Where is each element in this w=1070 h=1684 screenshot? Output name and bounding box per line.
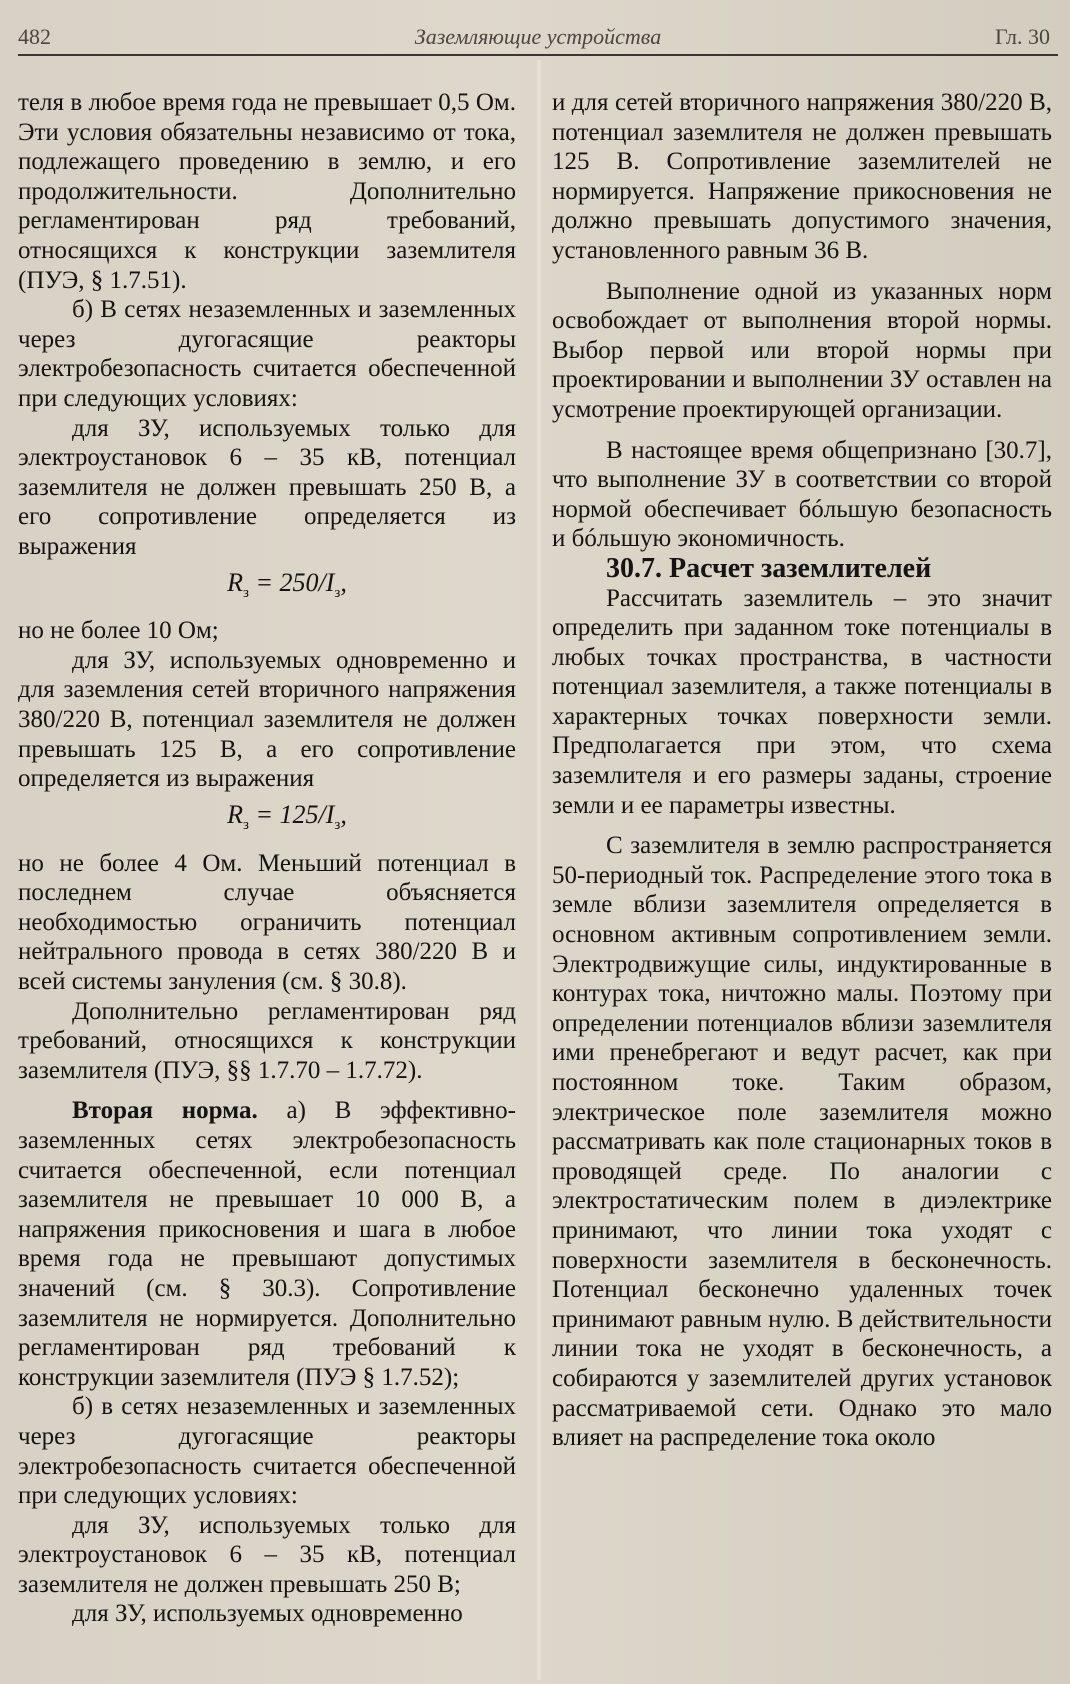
formula-subscript: з	[243, 584, 249, 601]
formula-subscript: з	[334, 817, 341, 834]
running-header	[18, 20, 1058, 56]
formula-subscript: з	[334, 584, 341, 601]
formula-punct: ,	[340, 799, 347, 829]
paragraph: С заземлителя в землю распространяется 50-периодный ток. Распределение этого тока в земле вблизи заземлителя определяется в основном активным сопротивлением земли. Электродвижущие силы, индуктированные в контурах тока, ничтожно малы. Поэтому при определении потенциалов вблизи заземлителя ими пренебрегают и ведут расчет, как при постоянном токе. Таким образом, электрическое поле заземлителя можно рассматривать как поле стационарных токов в проводящей среде. По аналогии с электростатическим полем в диэлектрике принимают, что линии тока уходят с поверхности заземлителя в бесконечность. Потенциал бесконечно удаленных точек принимают равным нулю. В действительности линии тока не уходят в бесконечность, а собираются у заземлителей других установок рассматриваемой сети. Однако это мало влияет на распределение тока около	[552, 832, 1052, 1452]
norm-heading: Вторая норма.	[72, 1097, 258, 1125]
paragraph: б) в сетях незаземленных и заземленных через дугогасящие реакторы электробезопасность считается обеспеченной при следующих условиях:	[18, 1393, 516, 1510]
paragraph: В настоящее время общепризнано [30.7], что выполнение ЗУ в соответствии со второй нормой обеспечивает бóльшую безопасность и бóльшую экономичность.	[552, 436, 1052, 553]
right-column	[552, 88, 1052, 1453]
paragraph: для ЗУ, используемых одновременно и для заземления сетей вторичного напряжения 380/220 В, потенциал заземлителя не должен превышать 125 В, а его сопротивление определяется из выражения	[18, 646, 516, 793]
formula	[18, 568, 516, 609]
page-number: 482	[18, 24, 51, 49]
formula-symbol: R	[227, 567, 244, 597]
paragraph: и для сетей вторичного напряжения 380/220 В, потенциал заземлителя не должен превышать 125 В. Сопротивление заземлителей не нормируется. Напряжение прикосновения не должно превышать допустимого значения, установленного равным 36 В.	[552, 89, 1052, 264]
paragraph-text: а) В эффективно-заземленных сетях электробезопасность считается обеспеченной, если потенциал заземлителя не превышает 10 000 В, а напряжения прикосновения и шага в любое время года не превышают допустимых значений (см. § 30.3). Сопротивление заземлителя не нормируется. Дополнительно регламентирован ряд требований к конструкции заземлителя (ПУЭ § 1.7.52);	[18, 1097, 516, 1391]
formula-symbol: R	[227, 799, 244, 829]
paragraph: Рассчитать заземлитель – это значит определить при заданном токе потенциалы в любых точках пространства, в частности потенциал заземлителя, а также потенциалы в характерных точках поверхности земли. Предполагается при этом, что схема заземлителя и его размеры заданы, строение земли и ее параметры известны.	[552, 584, 1052, 819]
paragraph	[18, 1096, 516, 1392]
left-column	[18, 88, 516, 1629]
paragraph: но не более 4 Ом. Меньший потенциал в последнем случае объясняется необходимостью ограничить потенциал нейтрального провода в сетях 380/220 В и всей системы зануления (см. § 30.8).	[18, 849, 516, 995]
page-fold	[536, 60, 542, 1680]
section-title: 30.7. Расчет заземлителей	[606, 552, 932, 584]
running-title: Заземляющие устройства	[414, 24, 662, 49]
paragraph: б) В сетях незаземленных и заземленных через дугогасящие реакторы электробезопасность считается обеспеченной при следующих условиях:	[18, 296, 516, 412]
paragraph: теля в любое время года не превышает 0,5 Ом. Эти условия обязательны независимо от тока, подлежащего проведению в землю, и его продолжительности. Дополнительно регламентирован ряд требований, относящихся к конструкции заземлителя (ПУЭ, § 1.7.51).	[18, 89, 516, 294]
formula-subscript: з	[243, 817, 249, 834]
formula-expression: = 125/I	[248, 799, 335, 829]
formula	[18, 800, 516, 841]
formula-expression: = 250/I	[248, 567, 335, 597]
chapter-label: Гл. 30	[994, 24, 1050, 49]
paragraph: но не более 10 Ом;	[18, 617, 219, 645]
paragraph: для ЗУ, используемых только для электроустановок 6 – 35 кВ, потенциал заземлителя не должен превышать 250 В, а его сопротивление определяется из выражения	[18, 414, 516, 560]
paragraph: для ЗУ, используемых одновременно	[72, 1600, 463, 1628]
paragraph: Выполнение одной из указанных норм освобождает от выполнения второй нормы. Выбор первой или второй нормы при проектировании и выполнении ЗУ оставлен на усмотрение проектирующей организации.	[552, 277, 1052, 423]
paragraph: для ЗУ, используемых только для электроустановок 6 – 35 кВ, потенциал заземлителя не должен превышать 250 В;	[18, 1511, 516, 1598]
formula-punct: ,	[340, 567, 347, 597]
paragraph: Дополнительно регламентирован ряд требований, относящихся к конструкции заземлителя (ПУЭ, §§ 1.7.70 – 1.7.72).	[18, 997, 516, 1084]
